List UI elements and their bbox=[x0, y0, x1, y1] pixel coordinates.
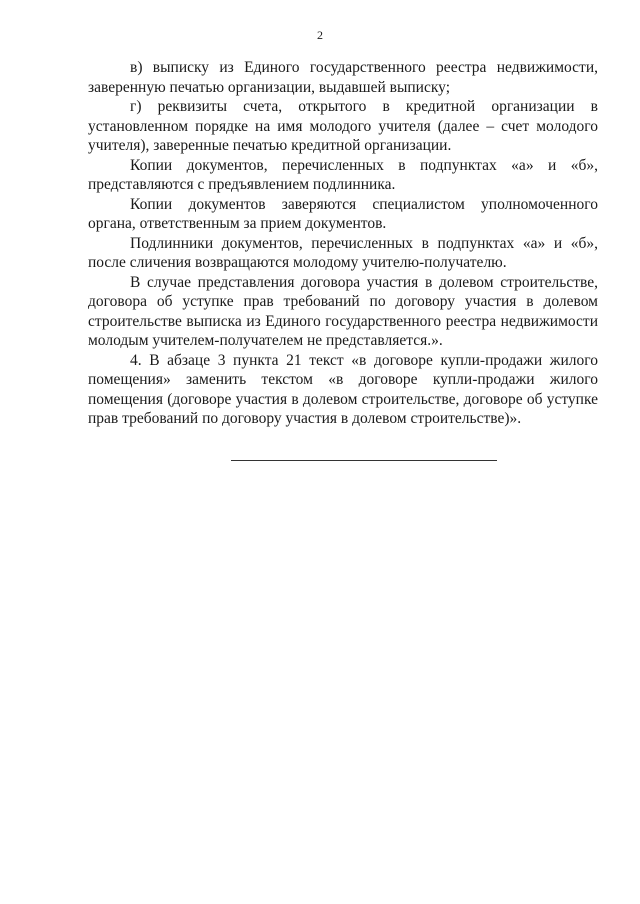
paragraph-item-4: 4. В абзаце 3 пункта 21 текст «в договоре купли-продажи жилого помещения» заменить текстом «в договоре купли-продажи жилого помещения (договоре участия в долевом строительстве, договоре об уступке прав требований по договору участия в долевом строительстве)». bbox=[88, 351, 598, 427]
paragraph-subitem-g: г) реквизиты счета, открытого в кредитной организации в установленном порядке на имя молодого учителя (далее – счет молодого учителя), заверенные печатью кредитной организации. bbox=[88, 98, 598, 154]
paragraph-subitem-v: в) выписку из Единого государственного реестра недвижимости, заверенную печатью организации, выдавшей выписку; bbox=[88, 59, 598, 96]
paragraph-originals-returned: Подлинники документов, перечисленных в подпунктах «а» и «б», после сличения возвращаются молодому учителю-получателю. bbox=[88, 234, 598, 271]
document-body bbox=[88, 58, 598, 429]
end-separator-line bbox=[231, 460, 497, 461]
paragraph-copies-certified: Копии документов заверяются специалистом уполномоченного органа, ответственным за прием документов. bbox=[88, 195, 598, 232]
page-number: 2 bbox=[317, 28, 323, 42]
paragraph-shared-construction: В случае представления договора участия в долевом строительстве, договора об уступке прав требований по договору участия в долевом строительстве выписка из Единого государственного реестра недвижимости молодым учителем-получателем не представляется.». bbox=[88, 273, 598, 349]
paragraph-copies-originals: Копии документов, перечисленных в подпунктах «а» и «б», представляются с предъявлением подлинника. bbox=[88, 156, 598, 193]
